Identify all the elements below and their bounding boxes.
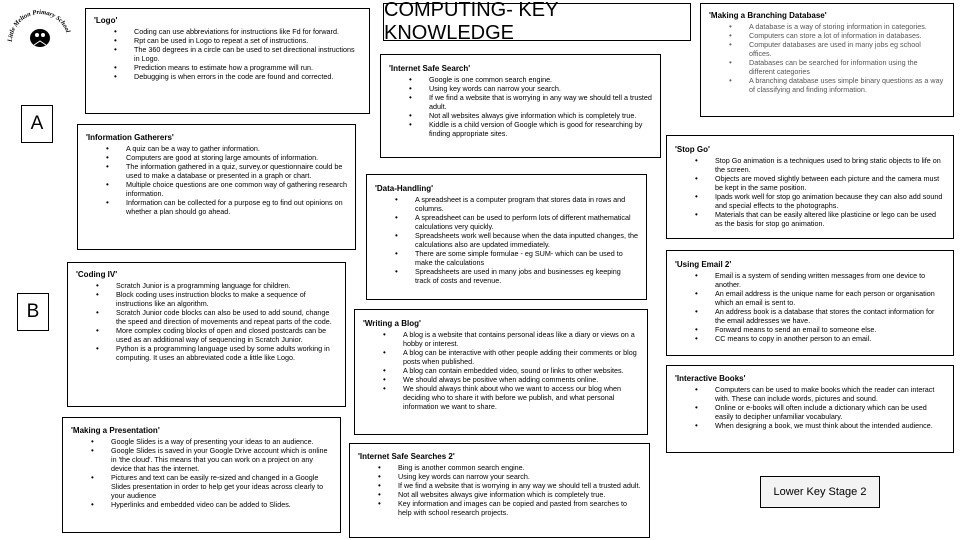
presentation-list bbox=[71, 437, 332, 509]
safe-search-2-box bbox=[349, 443, 650, 538]
list-item: • Python is a programming language used by some adults working in computing. It uses an abbreviated code a little like Logo. bbox=[96, 344, 337, 362]
list-item: • A blog can be interactive with other people adding their comments or blog posts when published. bbox=[383, 348, 639, 366]
safe-search-box bbox=[380, 54, 661, 158]
list-item: • Kiddle is a child version of Google which is good for researching by finding appropriate sites. bbox=[409, 120, 652, 138]
list-item: • A branching database uses simple binary questions as a way of classifying and finding information. bbox=[729, 76, 945, 94]
list-item: • A spreadsheet is a computer program that stores data in rows and columns. bbox=[395, 195, 638, 213]
list-item: • Prediction means to estimate how a programme will run. bbox=[114, 63, 361, 72]
safe-search-2-heading: 'Internet Safe Searches 2' bbox=[358, 452, 455, 461]
list-item: • Online or e-books will often include a dictionary which can be used easily to decipher unfamiliar vocabulary. bbox=[695, 403, 945, 421]
list-item: • CC means to copy in another person to an email. bbox=[695, 334, 945, 343]
blog-box bbox=[354, 309, 648, 435]
blog-heading: 'Writing a Blog' bbox=[363, 319, 421, 328]
branching-db-heading: 'Making a Branching Database' bbox=[709, 11, 827, 20]
list-item: • An address book is a database that stores the contact information for the email addresses we have. bbox=[695, 307, 945, 325]
list-item: • Multiple choice questions are one common way of gathering research information. bbox=[106, 180, 347, 198]
list-item: • Google Slides is a way of presenting your ideas to an audience. bbox=[91, 437, 332, 446]
coding-iv-box bbox=[67, 262, 346, 407]
branching-db-list bbox=[709, 22, 945, 94]
interactive-books-box bbox=[666, 365, 954, 453]
list-item: • Scratch Junior is a programming language for children. bbox=[96, 281, 337, 290]
section-letter-a: A bbox=[21, 105, 53, 143]
section-letter-b: B bbox=[17, 293, 49, 331]
presentation-box bbox=[62, 417, 341, 533]
list-item: • Not all websites always give information which is completely true. bbox=[378, 490, 641, 499]
stop-go-heading: 'Stop Go' bbox=[675, 145, 710, 154]
blog-list bbox=[363, 330, 639, 411]
list-item: • Information can be collected for a purpose eg to find out opinions on whether a plan should go ahead. bbox=[106, 198, 347, 216]
list-item: • Block coding uses instruction blocks to make a sequence of instructions like an algorithm. bbox=[96, 290, 337, 308]
list-item: • Spreadsheets work well because when the data inputted changes, the calculations also are updated immediately. bbox=[395, 231, 638, 249]
list-item: • Bing is another common search engine. bbox=[378, 463, 641, 472]
data-handling-list bbox=[375, 195, 638, 285]
page-title: COMPUTING- KEY KNOWLEDGE bbox=[383, 3, 691, 41]
school-logo bbox=[4, 2, 74, 50]
email-2-heading: 'Using Email 2' bbox=[675, 260, 732, 269]
list-item: • Materials that can be easily altered like plasticine or lego can be used as the basis for stop go animation. bbox=[695, 210, 945, 228]
list-item: • A quiz can be a way to gather information. bbox=[106, 144, 347, 153]
list-item: • The information gathered in a quiz, survey.or questionnaire could be used to make a database or presented in a graph or chart. bbox=[106, 162, 347, 180]
list-item: • Computers are good at storing large amounts of information. bbox=[106, 153, 347, 162]
list-item: • A database is a way of storing information in categories. bbox=[729, 22, 945, 31]
list-item: • Databases can be searched for information using the different categories bbox=[729, 58, 945, 76]
list-item: • Not all websites always give information which is completely true. bbox=[409, 111, 652, 120]
list-item: • Computer databases are used in many jobs eg school offices. bbox=[729, 40, 945, 58]
presentation-heading: 'Making a Presentation' bbox=[71, 426, 160, 435]
school-logo-text: Little Melton Primary School bbox=[6, 8, 72, 43]
list-item: • Email is a system of sending written messages from one device to another. bbox=[695, 271, 945, 289]
coding-iv-list bbox=[76, 281, 337, 362]
info-gatherers-box bbox=[77, 124, 356, 250]
list-item: • Forward means to send an email to someone else. bbox=[695, 325, 945, 334]
stop-go-box bbox=[666, 135, 954, 239]
list-item: • More complex coding blocks of open and closed postcards can be used as an additional way of sequencing in Scratch Junior. bbox=[96, 326, 337, 344]
list-item: • Stop Go animation is a techniques used to bring static objects to life on the screen. bbox=[695, 156, 945, 174]
list-item: • If we find a website that is worrying in any way we should tell a trusted adult. bbox=[409, 93, 652, 111]
list-item: • An email address is the unique name for each person or organisation which an email is sent to. bbox=[695, 289, 945, 307]
safe-search-heading: 'Internet Safe Search' bbox=[389, 64, 471, 73]
logo-list bbox=[94, 27, 361, 81]
list-item: • Google is one common search engine. bbox=[409, 75, 652, 84]
list-item: • Rpt can be used in Logo to repeat a set of instructions. bbox=[114, 36, 361, 45]
key-stage-label: Lower Key Stage 2 bbox=[760, 476, 880, 508]
logo-heading: 'Logo' bbox=[94, 16, 118, 25]
list-item: • Computers can store a lot of information in databases. bbox=[729, 31, 945, 40]
list-item: • A blog can contain embedded video, sound or links to other websites. bbox=[383, 366, 639, 375]
stop-go-list bbox=[675, 156, 945, 228]
interactive-books-heading: 'Interactive Books' bbox=[675, 374, 746, 383]
list-item: • Key information and images can be copied and pasted from searches to help with school research projects. bbox=[378, 499, 641, 517]
list-item: • Ipads work well for stop go animation because they can also add sound and special effects to the photographs. bbox=[695, 192, 945, 210]
logo-box bbox=[85, 8, 370, 114]
branching-db-box bbox=[700, 3, 954, 117]
safe-search-list bbox=[389, 75, 652, 138]
list-item: • Debugging is when errors in the code are found and corrected. bbox=[114, 72, 361, 81]
list-item: • Google Slides is saved in your Google Drive account which is online in 'the cloud'. This means that you can work on a project on any device that has the internet. bbox=[91, 446, 332, 473]
list-item: • Pictures and text can be easily re-sized and changed in a Google Slides presentation in order to help get your ideas across clearly to your audience bbox=[91, 473, 332, 500]
email-2-box bbox=[666, 250, 954, 356]
list-item: • Hyperlinks and embedded video can be added to Slides. bbox=[91, 500, 332, 509]
list-item: • We should always be positive when adding comments online. bbox=[383, 375, 639, 384]
list-item: • Using key words can narrow your search. bbox=[378, 472, 641, 481]
safe-search-2-list bbox=[358, 463, 641, 517]
data-handling-box bbox=[366, 174, 647, 300]
interactive-books-list bbox=[675, 385, 945, 430]
list-item: • Spreadsheets are used in many jobs and businesses eg keeping track of costs and revenue. bbox=[395, 267, 638, 285]
list-item: • If we find a website that is worrying in any way we should tell a trusted adult. bbox=[378, 481, 641, 490]
list-item: • Using key words can narrow your search. bbox=[409, 84, 652, 93]
email-2-list bbox=[675, 271, 945, 343]
list-item: • There are some simple formulae - eg SUM- which can be used to make the calculations bbox=[395, 249, 638, 267]
list-item: • Objects are moved slightly between each picture and the camera must be kept in the same position. bbox=[695, 174, 945, 192]
list-item: • The 360 degrees in a circle can be used to set directional instructions in Logo. bbox=[114, 45, 361, 63]
list-item: • A blog is a website that contains personal ideas like a diary or views on a hobby or interest. bbox=[383, 330, 639, 348]
list-item: • We should always think about who we want to access our blog when deciding who to share it with before we publish, and what personal information we want to share. bbox=[383, 384, 639, 411]
info-gatherers-list bbox=[86, 144, 347, 216]
list-item: • Coding can use abbreviations for instructions like Fd for forward. bbox=[114, 27, 361, 36]
info-gatherers-heading: 'Information Gatherers' bbox=[86, 133, 174, 142]
list-item: • A spreadsheet can be used to perform lots of different mathematical calculations very quickly. bbox=[395, 213, 638, 231]
data-handling-heading: 'Data-Handling' bbox=[375, 184, 434, 193]
list-item: • Computers can be used to make books which the reader can interact with. These can include words, pictures and sound. bbox=[695, 385, 945, 403]
list-item: • Scratch Junior code blocks can also be used to add sound, change the speed and direction of movements and repeat parts of the code. bbox=[96, 308, 337, 326]
coding-iv-heading: 'Coding IV' bbox=[76, 270, 118, 279]
list-item: • When designing a book, we must think about the intended audience. bbox=[695, 421, 945, 430]
